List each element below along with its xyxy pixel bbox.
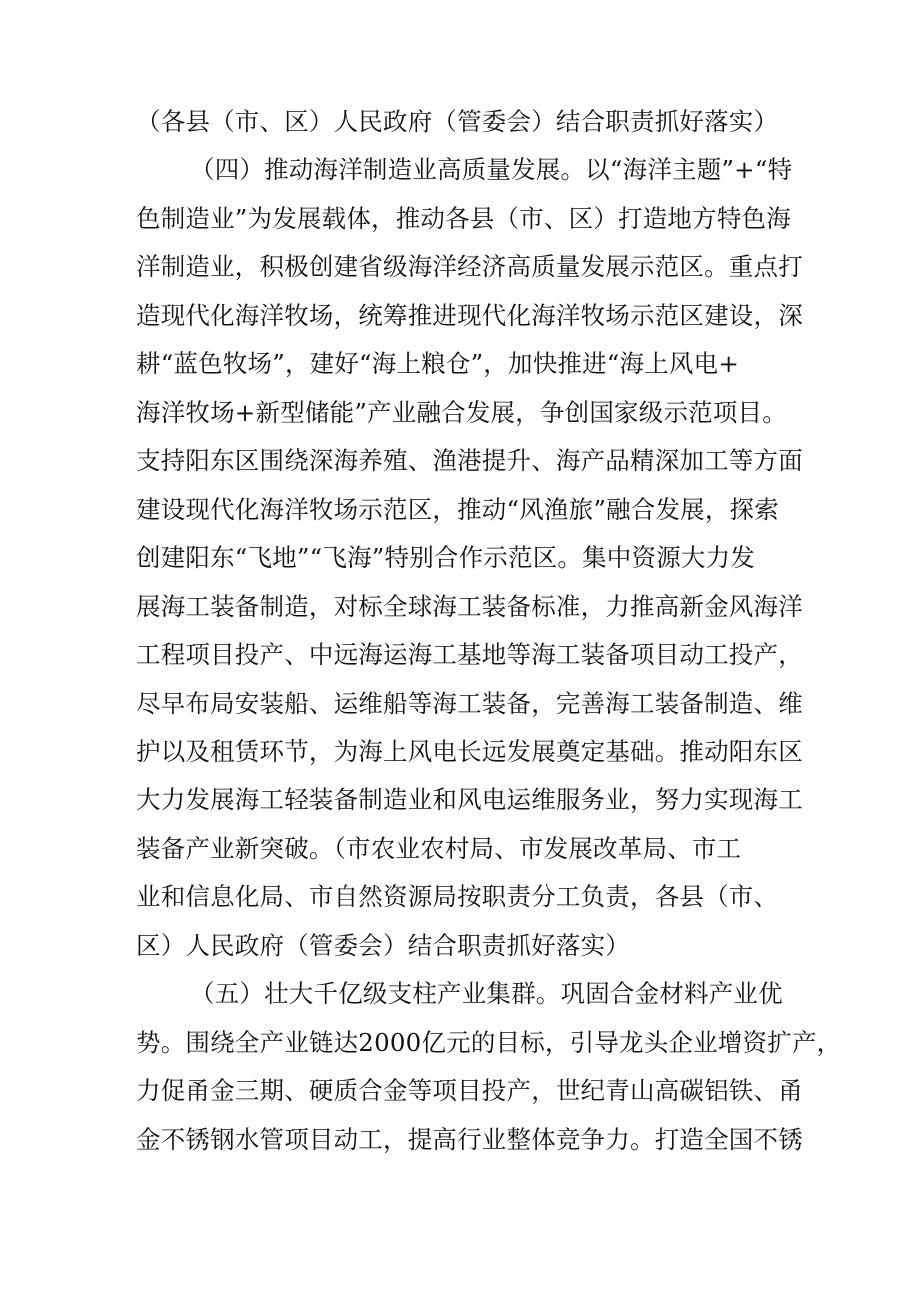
- text-line-4: 洋制造业，积极创建省级海洋经济高质量发展示范区。重点打: [136, 252, 803, 281]
- text-line-7: 海洋牧场+新型储能”产业融合发展，争创国家级示范项目。: [136, 398, 787, 427]
- text-line-1: （各县（市、区）人民政府（管委会）结合职责抓好落实）: [136, 107, 779, 136]
- text-line-17: 业和信息化局、市自然资源局按职责分工负责，各县（市、: [136, 882, 779, 911]
- text-line-15: 大力发展海工轻装备制造业和风电运维服务业，努力实现海工: [136, 785, 803, 814]
- text-line-10: 创建阳东“飞地”“飞海”特别合作示范区。集中资源大力发: [136, 543, 755, 572]
- text-line-6: 耕“蓝色牧场”，建好“海上粮仓”，加快推进“海上风电+: [136, 349, 740, 378]
- text-line-22: 金不锈钢水管项目动工，提高行业整体竞争力。打造全国不锈: [136, 1125, 803, 1154]
- section-heading-five: （五）壮大千亿级支柱产业集群。巩固合金材料产业优: [190, 979, 783, 1008]
- text-line-13: 尽早布局安装船、运维船等海工装备，完善海工装备制造、维: [136, 689, 803, 718]
- section-heading-four: （四）推动海洋制造业高质量发展。以“海洋主题”+“特: [190, 155, 793, 184]
- text-line-9: 建设现代化海洋牧场示范区，推动“风渔旅”融合发展，探索: [136, 495, 779, 524]
- text-line-8: 支持阳东区围绕深海养殖、渔港提升、海产品精深加工等方面: [136, 446, 803, 475]
- text-line-5: 造现代化海洋牧场，统筹推进现代化海洋牧场示范区建设，深: [136, 301, 803, 330]
- text-line-16: 装备产业新突破。（市农业农村局、市发展改革局、市工: [136, 834, 742, 863]
- text-line-20: 势。围绕全产业链达2000亿元的目标，引导龙头企业增资扩产，: [136, 1028, 842, 1057]
- text-line-18: 区）人民政府（管委会）结合职责抓好落实）: [136, 931, 630, 960]
- text-line-3: 色制造业”为发展载体，推动各县（市、区）打造地方特色海: [136, 204, 791, 233]
- text-line-11: 展海工装备制造，对标全球海工装备标准，力推高新金风海洋: [136, 592, 803, 621]
- text-line-21: 力促甬金三期、硬质合金等项目投产，世纪青山高碳铝铁、甬: [136, 1076, 803, 1105]
- text-line-14: 护以及租赁环节，为海上风电长远发展奠定基础。推动阳东区: [136, 737, 803, 766]
- text-line-12: 工程项目投产、中远海运海工基地等海工装备项目动工投产，: [136, 640, 803, 669]
